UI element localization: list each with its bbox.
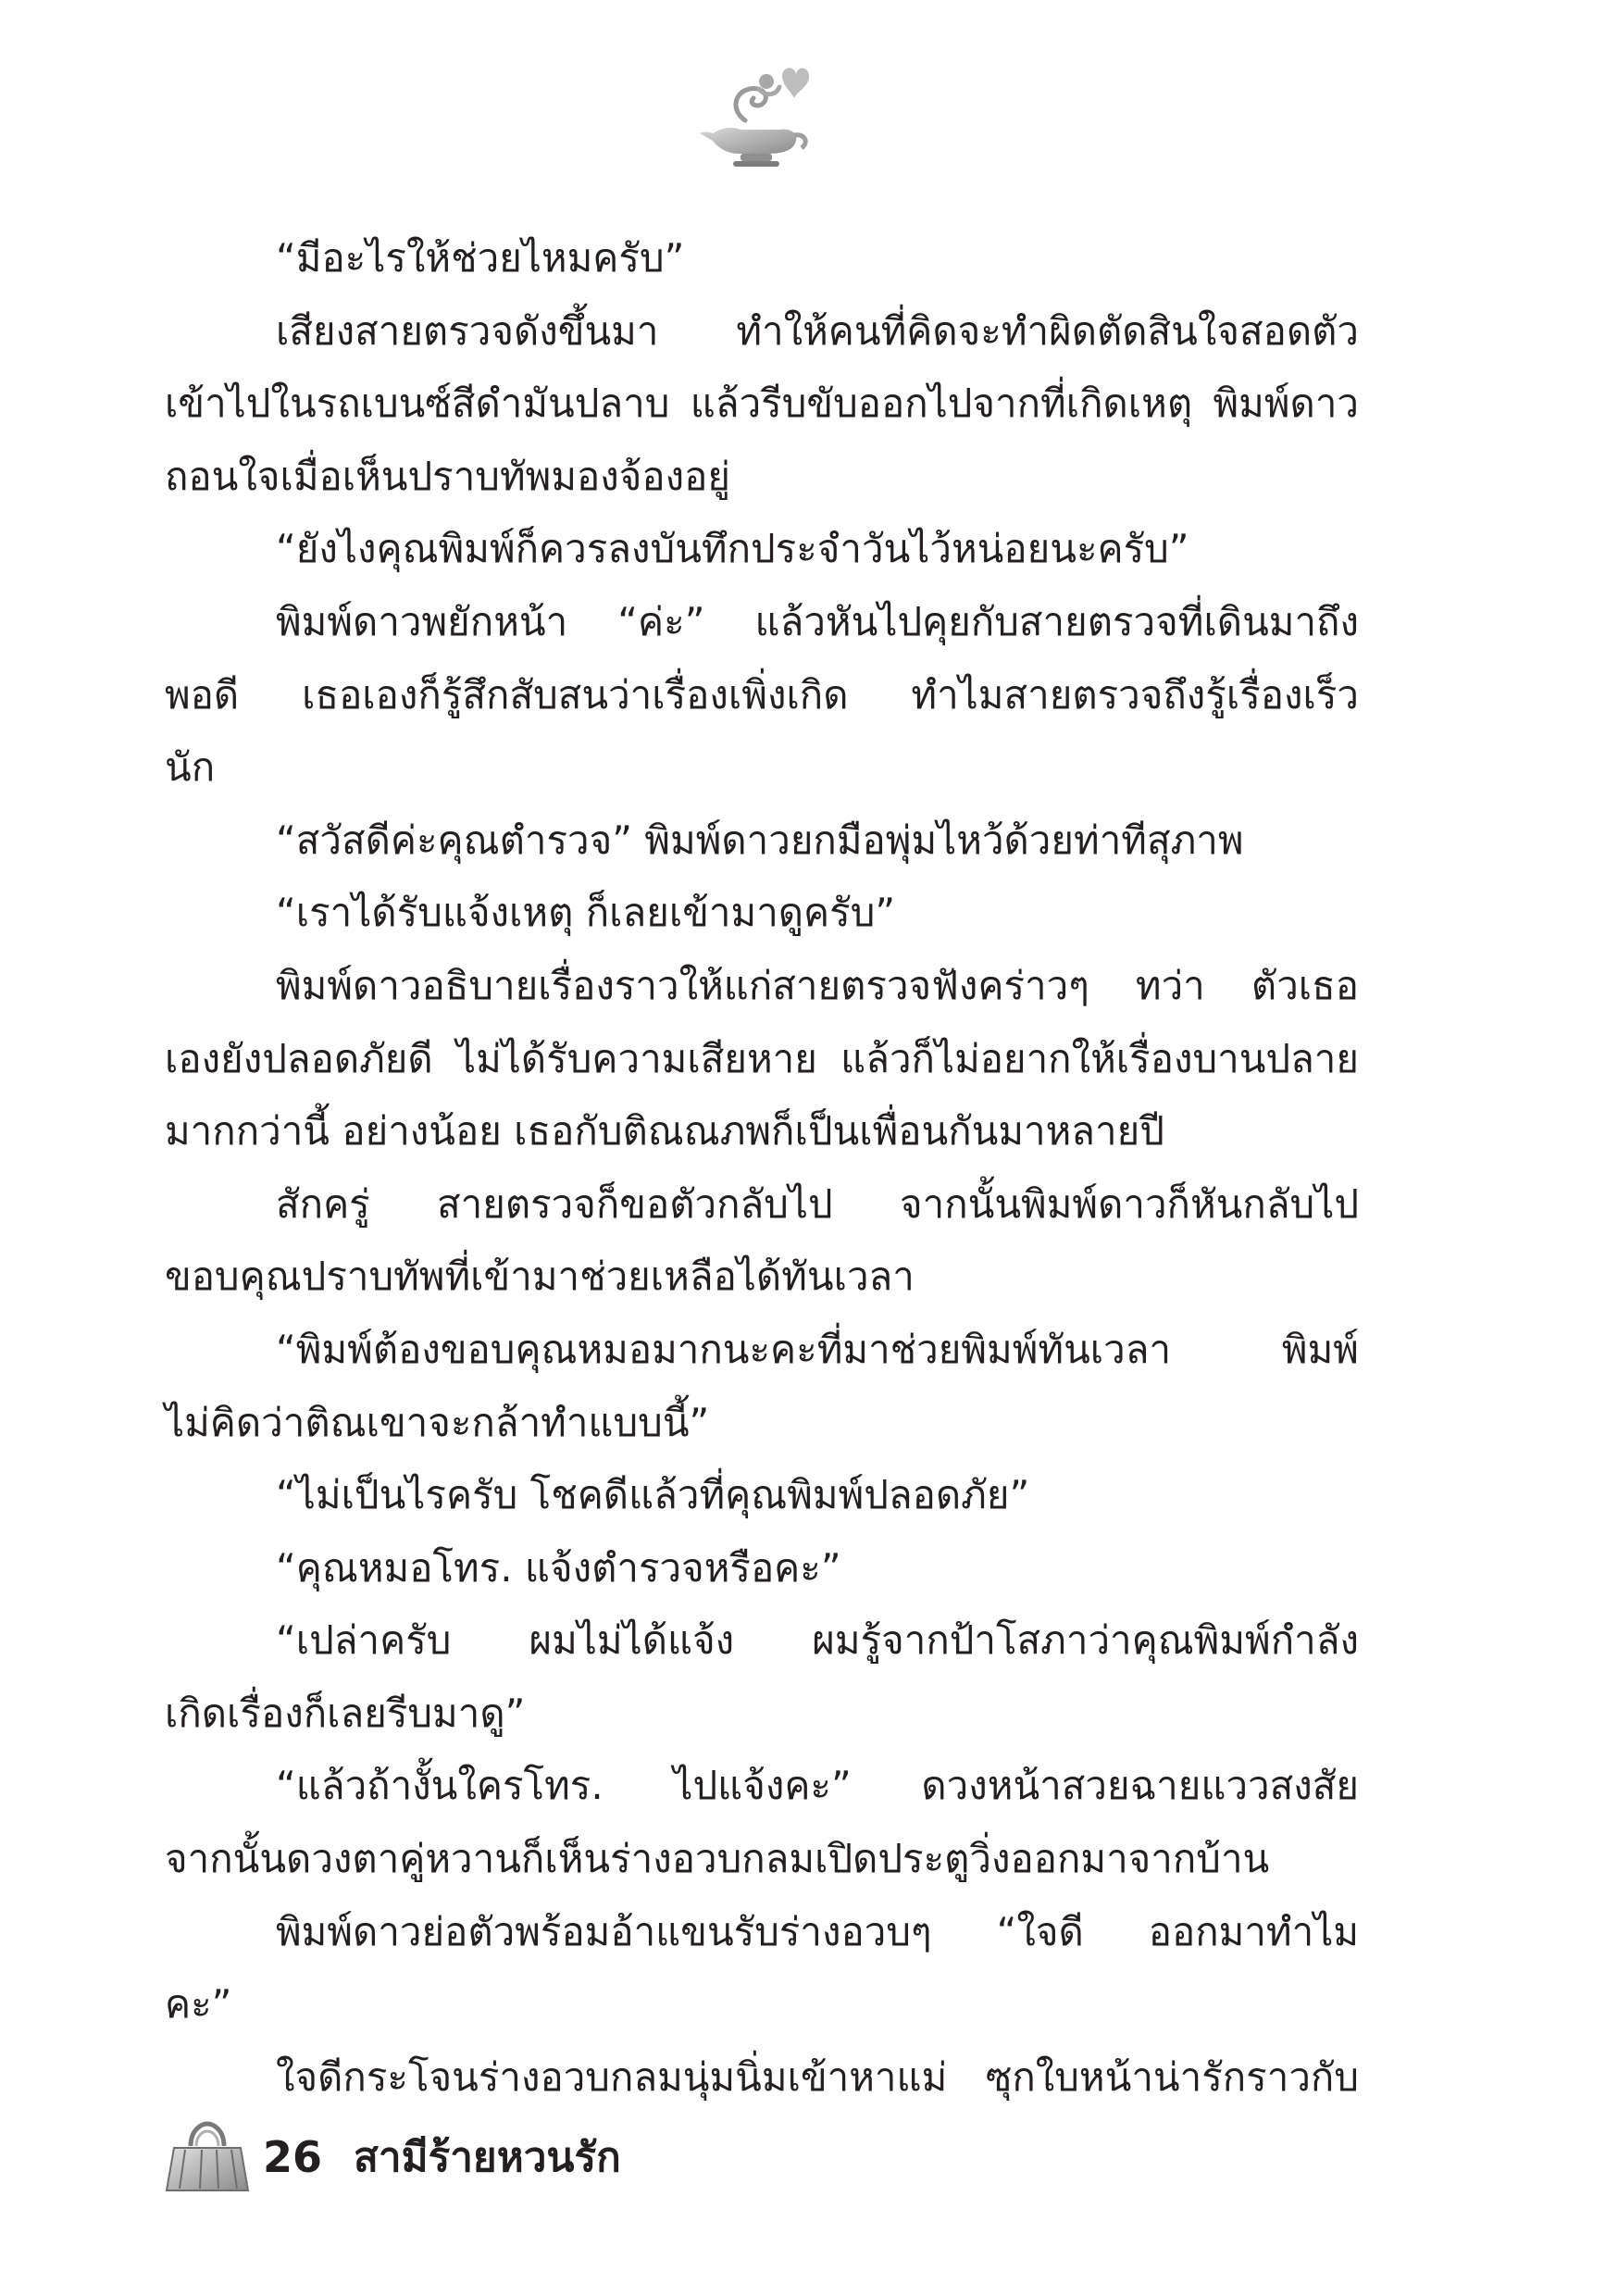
text-line: พิมพ์ดาวย่อตัวพร้อมอ้าแขนรับร่างอวบๆ “ใจดี ออกมาทำไม — [276, 1908, 1359, 1954]
text-line: “แล้วถ้างั้นใครโทร. ไปแจ้งคะ” ดวงหน้าสวยฉายแววสงสัย — [276, 1763, 1359, 1809]
genie-lamp-icon — [694, 56, 815, 176]
text-line: “ไม่เป็นไรครับ โชคดีแล้วที่คุณพิมพ์ปลอดภัย” — [276, 1472, 1030, 1518]
page-number: 26 — [263, 2132, 323, 2182]
text-line: พิมพ์ดาวพยักหน้า “ค่ะ” แล้วหันไปคุยกับสายตรวจที่เดินมาถึง — [276, 598, 1359, 644]
text-line: คะ” — [165, 1981, 232, 2028]
text-line: เองยังปลอดภัยดี ไม่ได้รับความเสียหาย แล้วก็ไม่อยากให้เรื่องบานปลาย — [165, 1035, 1359, 1081]
page-footer — [165, 2120, 621, 2194]
text-line: ไม่คิดว่าติณเขาจะกล้าทำแบบนี้” — [165, 1399, 710, 1445]
text-line: จากนั้นดวงตาคู่หวานก็เห็นร่างอวบกลมเปิดประตูวิ่งออกมาจากบ้าน — [165, 1836, 1270, 1882]
text-line: นัก — [165, 744, 216, 791]
handbag-icon — [165, 2120, 250, 2194]
book-title: สามีร้ายหวนรัก — [354, 2134, 621, 2181]
text-line: เสียงสายตรวจดังขึ้นมา ทำให้คนที่คิดจะทำผิดตัดสินใจสอดตัว — [276, 307, 1359, 354]
text-line: ใจดีกระโจนร่างอวบกลมนุ่มนิ่มเข้าหาแม่ ซุกใบหน้าน่ารักราวกับ — [276, 2053, 1359, 2100]
text-line: ถอนใจเมื่อเห็นปราบทัพมองจ้องอยู่ — [165, 453, 730, 499]
text-line: สักครู่ สายตรวจก็ขอตัวกลับไป จากนั้นพิมพ์ดาวก็หันกลับไป — [276, 1180, 1359, 1227]
text-line: “มีอะไรให้ช่วยไหมครับ” — [276, 235, 685, 281]
text-line: “พิมพ์ต้องขอบคุณหมอมากนะคะที่มาช่วยพิมพ์ทันเวลา พิมพ์ — [276, 1326, 1359, 1372]
text-line: “เราได้รับแจ้งเหตุ ก็เลยเข้ามาดูครับ” — [276, 890, 896, 936]
text-line: เข้าไปในรถเบนซ์สีดำมันปลาบ แล้วรีบขับออกไปจากที่เกิดเหตุ พิมพ์ดาว — [165, 381, 1359, 427]
text-line: เกิดเรื่องก็เลยรีบมาดู” — [165, 1690, 526, 1736]
text-line: มากกว่านี้ อย่างน้อย เธอกับติณณภพก็เป็นเพื่อนกันมาหลายปี — [165, 1108, 1164, 1154]
text-line: “ยังไงคุณพิมพ์ก็ควรลงบันทึกประจำวันไว้หน่อยนะครับ” — [276, 526, 1189, 572]
text-line: ขอบคุณปราบทัพที่เข้ามาช่วยเหลือได้ทันเวลา — [165, 1254, 915, 1300]
text-line: พอดี เธอเองก็รู้สึกสับสนว่าเรื่องเพิ่งเกิด ทำไมสายตรวจถึงรู้เรื่องเร็ว — [165, 671, 1359, 718]
text-line: “สวัสดีค่ะคุณตำรวจ” พิมพ์ดาวยกมือพุ่มไหว้ด้วยท่าทีสุภาพ — [276, 817, 1244, 863]
text-line: พิมพ์ดาวอธิบายเรื่องราวให้แก่สายตรวจฟังคร่าวๆ ทว่า ตัวเธอ — [276, 962, 1359, 1008]
text-line: “เปล่าครับ ผมไม่ได้แจ้ง ผมรู้จากป้าโสภาว่าคุณพิมพ์กำลัง — [276, 1617, 1359, 1664]
text-line: “คุณหมอโทร. แจ้งตำรวจหรือคะ” — [276, 1544, 841, 1591]
body-text — [165, 222, 1359, 2114]
